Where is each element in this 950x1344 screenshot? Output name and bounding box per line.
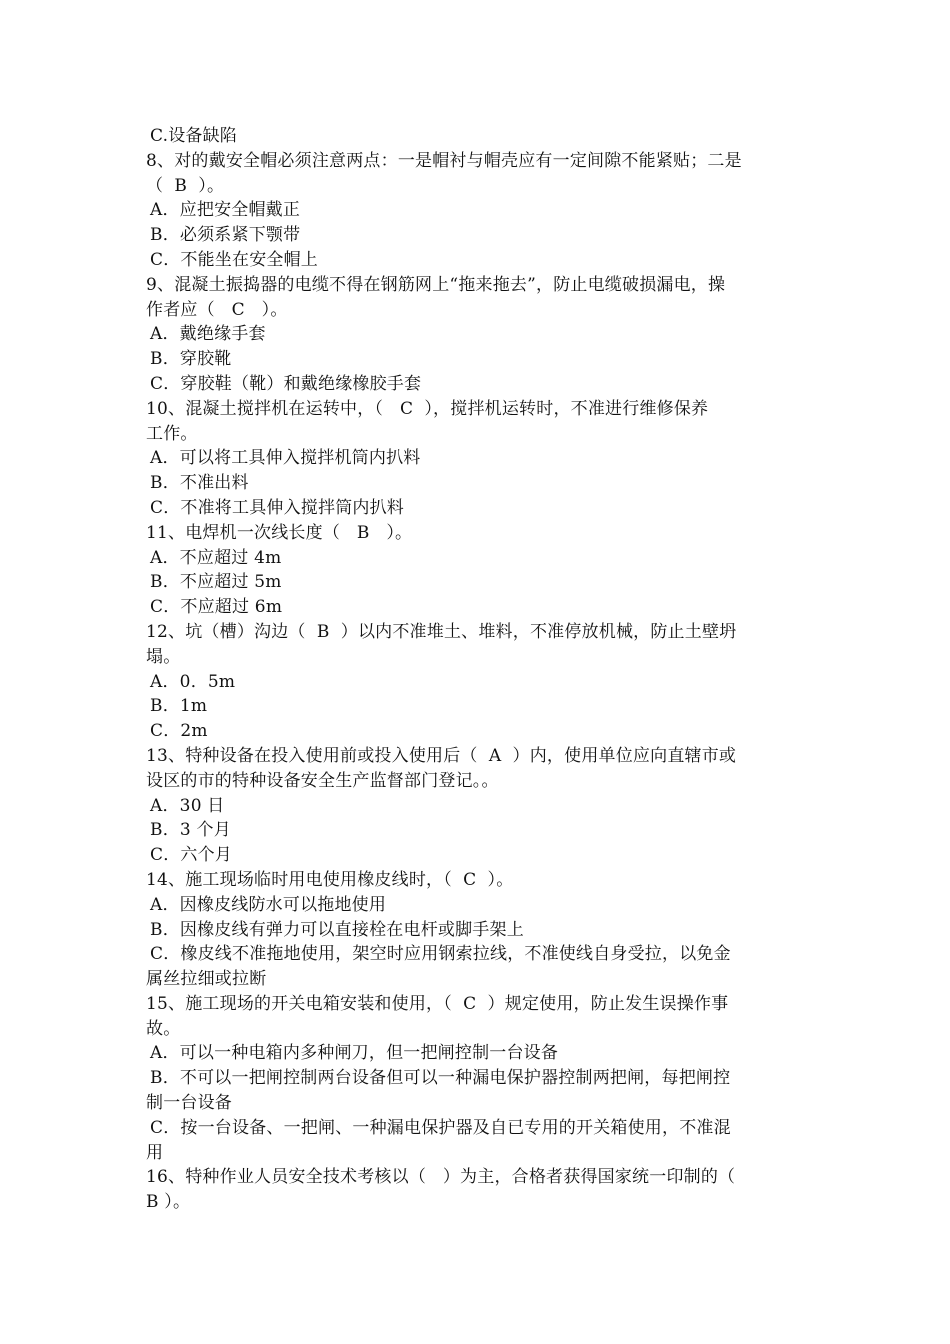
answer-option-line: C．六个月 xyxy=(150,845,233,866)
question-text-line: 9、混凝土振捣器的电缆不得在钢筋网上“拖来拖去”，防止电缆破损漏电，操 xyxy=(146,274,726,295)
answer-option-line: B．不应超过 5m xyxy=(150,572,282,593)
question-text-line: 13、特种设备在投入使用前或投入使用后（ A ）内，使用单位应向直辖市或 xyxy=(146,745,737,766)
answer-option-line: A．应把安全帽戴正 xyxy=(150,200,301,221)
question-text-line: 15、施工现场的开关电箱安装和使用，（ C ）规定使用，防止发生误操作事 xyxy=(146,993,729,1014)
answer-option-line: B．3 个月 xyxy=(150,820,231,841)
answer-option-line: B．因橡皮线有弹力可以直接栓在电杆或脚手架上 xyxy=(150,919,524,940)
answer-option-line: B．不准出料 xyxy=(150,473,249,494)
answer-option-line: C．橡皮线不准拖地使用，架空时应用钢索拉线，不准使线自身受拉，以免金 xyxy=(150,944,731,965)
answer-option-line: B．不可以一把闸控制两台设备但可以一种漏电保护器控制两把闸，每把闸控 xyxy=(150,1068,731,1089)
answer-option-line: A．30 日 xyxy=(150,795,225,816)
question-text-line: 故。 xyxy=(146,1018,181,1039)
question-text-line: 属丝拉细或拉断 xyxy=(146,969,267,990)
answer-option-line: A．不应超过 4m xyxy=(150,547,282,568)
answer-option-line: B．1m xyxy=(150,696,208,717)
answer-option-line: C．不应超过 6m xyxy=(150,597,283,618)
answer-option-line: A．可以将工具伸入搅拌机筒内扒料 xyxy=(150,448,421,469)
answer-option-line: C．穿胶鞋（靴）和戴绝缘橡胶手套 xyxy=(150,373,422,394)
question-text-line: 16、特种作业人员安全技术考核以（ ）为主，合格者获得国家统一印制的（ xyxy=(146,1167,736,1188)
question-text-line: 设区的市的特种设备安全生产监督部门登记。。 xyxy=(146,770,499,791)
question-text-line: （ B ）。 xyxy=(146,175,225,196)
question-text-line: 14、施工现场临时用电使用橡皮线时，（ C ）。 xyxy=(146,869,514,890)
answer-option-line: A．因橡皮线防水可以拖地使用 xyxy=(150,894,387,915)
answer-option-line: A．戴绝缘手套 xyxy=(150,324,266,345)
question-text-line: 制一台设备 xyxy=(146,1093,232,1114)
question-text-line: 塌。 xyxy=(146,646,181,667)
answer-option-line: C.设备缺陷 xyxy=(150,126,238,146)
question-text-line: 12、坑（槽）沟边（ B ）以内不准堆土、堆料，不准停放机械，防止土壁坍 xyxy=(146,621,737,642)
question-text-line: B ）。 xyxy=(146,1192,191,1213)
answer-option-line: C．不能坐在安全帽上 xyxy=(150,249,319,270)
answer-option-line: A．可以一种电箱内多种闸刀，但一把闸控制一台设备 xyxy=(150,1043,559,1064)
answer-option-line: A．0．5m xyxy=(150,671,236,692)
answer-option-line: B．穿胶靴 xyxy=(150,349,232,370)
answer-option-line: C．按一台设备、一把闸、一种漏电保护器及自已专用的开关箱使用，不准混 xyxy=(150,1117,731,1138)
answer-option-line: B．必须系紧下颚带 xyxy=(150,225,301,246)
question-text-line: 工作。 xyxy=(146,423,198,444)
answer-option-line: C．不准将工具伸入搅拌筒内扒料 xyxy=(150,497,405,518)
question-text-line: 用 xyxy=(146,1142,164,1163)
question-text-line: 11、电焊机一次线长度（ B ）。 xyxy=(146,522,413,543)
answer-option-line: C．2m xyxy=(150,721,208,742)
document-page xyxy=(146,124,810,1215)
question-text-line: 10、混凝土搅拌机在运转中，（ C ），搅拌机运转时，不准进行维修保养 xyxy=(146,398,709,419)
question-text-line: 作者应（ C ）。 xyxy=(146,299,288,320)
question-text-line: 8、对的戴安全帽必须注意两点：一是帽衬与帽壳应有一定间隙不能紧贴；二是 xyxy=(146,150,742,171)
